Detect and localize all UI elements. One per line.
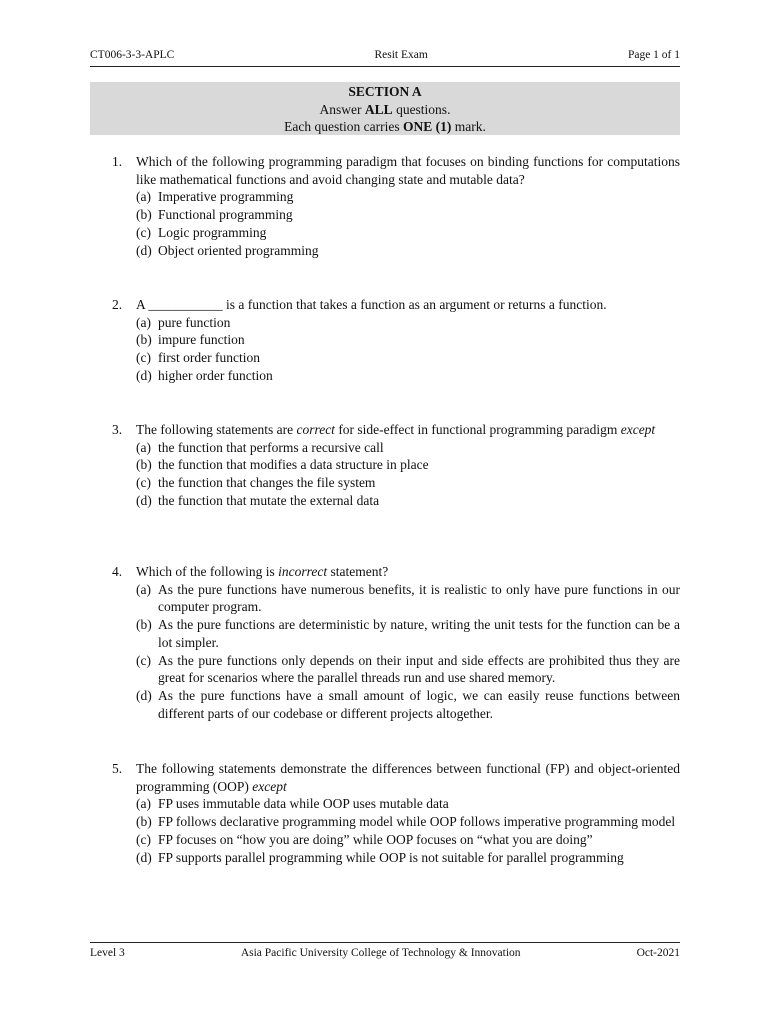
- instruction-text: Answer: [319, 101, 365, 117]
- section-title: SECTION A: [348, 84, 422, 99]
- option-b: [136, 813, 680, 831]
- option-text: higher order function: [158, 367, 273, 383]
- option-text: impure function: [158, 332, 245, 348]
- question-emphasis: except: [252, 778, 287, 794]
- option-label: (d): [136, 492, 152, 508]
- question-text-part: The following statements demonstrate the differences between functional (FP) and object-oriented programming (OOP): [136, 761, 680, 794]
- option-label: (b): [136, 617, 152, 633]
- option-list: [136, 314, 680, 385]
- option-a: [136, 581, 680, 616]
- option-text: pure function: [158, 314, 231, 330]
- question-5: [112, 760, 680, 866]
- option-c: [136, 652, 680, 687]
- page-number: Page 1 of 1: [627, 49, 680, 61]
- option-b: [136, 331, 680, 349]
- mark-text: mark.: [451, 119, 486, 134]
- question-text: [136, 563, 680, 581]
- option-text: FP follows declarative programming model while OOP follows imperative programming model: [158, 814, 676, 830]
- option-label: (c): [136, 224, 151, 240]
- option-text: the function that performs a recursive call: [158, 439, 384, 455]
- option-label: (a): [136, 439, 151, 455]
- option-b: [136, 616, 680, 651]
- question-text: Which of the following programming paradigm that focuses on binding functions for computations like mathematical functions and avoid changing state and mutable data?: [136, 154, 680, 187]
- header-divider: [90, 66, 680, 67]
- option-label: (d): [136, 367, 152, 383]
- option-a: [136, 314, 680, 332]
- option-list: [136, 795, 680, 866]
- option-label: (b): [136, 332, 152, 348]
- question-text: A ___________ is a function that takes a function as an argument or returns a function.: [136, 297, 607, 312]
- option-label: (c): [136, 831, 151, 847]
- question-text-part: statement?: [327, 564, 389, 579]
- option-label: (a): [136, 581, 151, 597]
- option-d: [136, 492, 680, 510]
- option-label: (a): [136, 189, 151, 205]
- question-3: [112, 421, 680, 510]
- section-mark-line: [90, 118, 680, 136]
- question-number: 5.: [112, 761, 123, 776]
- option-b: [136, 456, 680, 474]
- option-text: FP supports parallel programming while OOP is not suitable for parallel programming: [158, 849, 624, 865]
- exam-date: Oct-2021: [636, 947, 680, 959]
- option-label: (b): [136, 207, 152, 223]
- option-list: [136, 188, 680, 259]
- option-list: [136, 581, 680, 723]
- option-label: (a): [136, 796, 151, 812]
- question-number: 4.: [112, 564, 123, 579]
- section-instructions: [90, 82, 680, 135]
- exam-type: Resit Exam: [374, 49, 428, 61]
- option-text: As the pure functions are deterministic by nature, writing the unit tests for the function can be a lot simpler.: [158, 617, 680, 650]
- option-text: Object oriented programming: [158, 242, 319, 258]
- question-text-part: for side-effect in functional programming paradigm: [334, 422, 621, 437]
- option-d: [136, 849, 680, 867]
- option-c: [136, 474, 680, 492]
- question-4: [112, 563, 680, 722]
- question-emphasis: correct: [296, 422, 335, 437]
- option-c: [136, 224, 680, 242]
- level-label: Level 3: [90, 947, 125, 959]
- option-a: [136, 439, 680, 457]
- option-label: (c): [136, 350, 151, 366]
- question-number: 3.: [112, 422, 123, 437]
- option-label: (b): [136, 457, 152, 473]
- option-d: [136, 687, 680, 722]
- mark-emphasis: ONE (1): [402, 119, 452, 134]
- mark-text: Each question carries: [284, 119, 403, 134]
- option-label: (d): [136, 242, 152, 258]
- option-c: [136, 831, 680, 849]
- institution-name: Asia Pacific University College of Technology & Innovation: [240, 947, 521, 959]
- instruction-text: questions.: [392, 101, 451, 117]
- option-text: the function that modifies a data structure in place: [158, 457, 429, 473]
- question-emphasis: incorrect: [278, 564, 328, 579]
- question-text-part: The following statements are: [136, 422, 297, 437]
- section-instruction-line: [90, 101, 680, 119]
- option-text: FP uses immutable data while OOP uses mutable data: [158, 796, 449, 812]
- option-text: first order function: [158, 350, 260, 366]
- course-code: CT006-3-3-APLC: [90, 49, 175, 61]
- option-label: (c): [136, 475, 151, 491]
- page-footer: [90, 947, 680, 963]
- question-text-part: Which of the following is: [136, 564, 279, 579]
- option-text: the function that mutate the external data: [158, 492, 380, 508]
- option-label: (c): [136, 652, 151, 668]
- option-text: As the pure functions only depends on their input and side effects are prohibited thus they are great for scenarios where the parallel threads run and use shared memory.: [158, 652, 680, 686]
- option-text: FP focuses on “how you are doing” while OOP focuses on “what you are doing”: [158, 831, 593, 847]
- option-a: [136, 188, 680, 206]
- question-number: 1.: [112, 154, 123, 169]
- question-emphasis: except: [620, 422, 656, 437]
- option-label: (d): [136, 849, 152, 865]
- footer-divider: [90, 942, 680, 943]
- page-header: [90, 49, 680, 65]
- question-1: [112, 153, 680, 259]
- option-list: [136, 439, 680, 510]
- option-text: As the pure functions have a small amount of logic, we can easily reuse functions between different parts of our codebase or different projects altogether.: [158, 687, 680, 721]
- option-a: [136, 795, 680, 813]
- option-text: Functional programming: [158, 207, 293, 223]
- option-label: (d): [136, 687, 152, 703]
- option-b: [136, 206, 680, 224]
- option-d: [136, 367, 680, 385]
- question-text: [136, 421, 680, 439]
- option-text: Logic programming: [158, 224, 267, 240]
- instruction-emphasis: ALL: [364, 101, 393, 117]
- question-2: [112, 296, 680, 385]
- option-text: As the pure functions have numerous benefits, it is realistic to only have pure functions in our computer program.: [158, 581, 680, 615]
- question-number: 2.: [112, 297, 123, 312]
- option-text: Imperative programming: [158, 189, 294, 205]
- option-c: [136, 349, 680, 367]
- option-label: (a): [136, 314, 151, 330]
- question-text: [136, 760, 680, 795]
- option-text: the function that changes the file system: [158, 475, 376, 491]
- option-label: (b): [136, 814, 152, 830]
- option-d: [136, 242, 680, 260]
